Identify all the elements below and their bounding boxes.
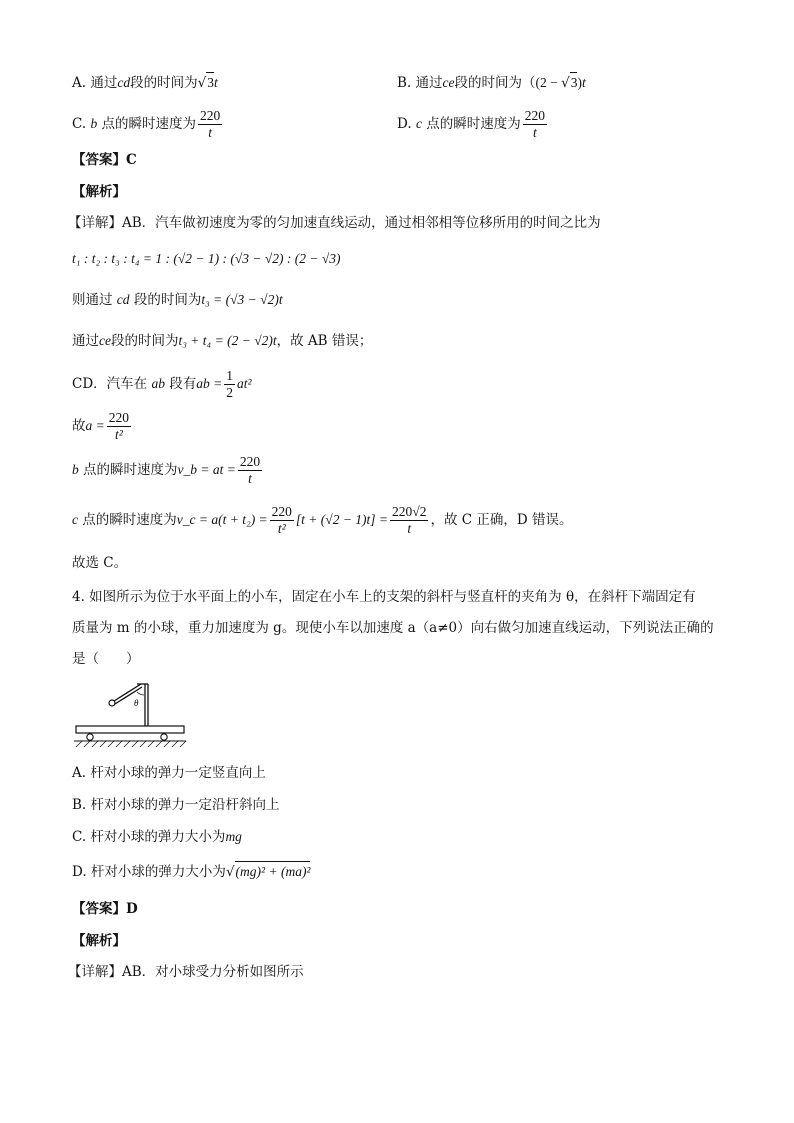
q3-option-a: A. 通过cd段的时间为√3t bbox=[72, 72, 218, 93]
a-pre: 故 bbox=[72, 418, 86, 434]
option-b-text-post: 段的时间为（ bbox=[454, 75, 536, 91]
fraction-vb: $\frac{220}{t}$ bbox=[239, 453, 261, 486]
option-c-text: 点的瞬时速度为 bbox=[101, 116, 196, 132]
a-expr: a = bbox=[85, 418, 105, 433]
q3-option-b: B. 通过ce段的时间为（(2 − √3)t bbox=[397, 72, 586, 93]
ce-time-mid: 段的时间为 bbox=[110, 333, 179, 349]
fraction-vc-2: $\frac{220√2}{t}$ bbox=[392, 503, 427, 536]
vb-mid: 点的瞬时速度为 bbox=[83, 462, 178, 478]
at-squared: at² bbox=[237, 376, 252, 391]
cd-head: CD．汽车在 bbox=[72, 376, 148, 392]
q4-stem-line1: 4. 如图所示为位于水平面上的小车，固定在小车上的支架的斜杆与竖直杆的夹角为 θ，在斜杆下端固定有 bbox=[72, 589, 696, 605]
segment-cd: cd bbox=[117, 75, 131, 90]
q3-choose: 故选 C。 bbox=[72, 555, 128, 571]
ratio-formula: t₁ : t₂ : t₃ : t₄ = 1 : (√2 − 1) : (√3 − √2) : (2 − √3) bbox=[72, 251, 341, 266]
ab-expr: ab = bbox=[196, 376, 223, 391]
q3-option-c bbox=[72, 104, 224, 144]
cart-body bbox=[76, 726, 184, 733]
point-b: b bbox=[90, 116, 98, 131]
vc-expr2: [t + (√2 − 1)t] = bbox=[295, 512, 389, 527]
ball bbox=[109, 700, 115, 706]
q3-ce-time bbox=[72, 331, 372, 351]
q4-option-b: B. 杆对小球的弹力一定沿杆斜向上 bbox=[72, 797, 280, 813]
wheel-left bbox=[87, 734, 93, 740]
cd-time-pre: 则通过 bbox=[72, 292, 113, 308]
vb-expr: v_b = at = bbox=[177, 462, 236, 477]
segment-ce: ce bbox=[442, 75, 455, 90]
angle-arc bbox=[137, 692, 144, 695]
option-d-text: 点的瞬时速度为 bbox=[426, 116, 521, 132]
point-c: c bbox=[415, 116, 422, 131]
ab-seg: ab bbox=[151, 376, 165, 391]
q4-detail: 【详解】AB．对小球受力分析如图所示 bbox=[68, 964, 304, 980]
option-a-text: A. 通过 bbox=[72, 75, 118, 91]
option-c-text: C. 杆对小球的弹力大小为 bbox=[72, 829, 226, 845]
q4-option-c bbox=[72, 827, 242, 847]
cart-diagram bbox=[72, 678, 190, 748]
fraction-220-over-t: $\frac{220}{t}$ bbox=[199, 107, 221, 140]
cd-mid: 段有 bbox=[169, 376, 197, 392]
q4-option-d: D. 杆对小球的弹力大小为√(mg)² + (ma)² bbox=[72, 861, 310, 882]
fraction-vc-1: $\frac{220}{\text{t²}}$ bbox=[271, 503, 292, 536]
q3-cd-equation bbox=[72, 364, 252, 404]
cd-time-expr: t₃ = (√3 − √2)t bbox=[201, 292, 283, 307]
q3-detail-heading: 【详解】AB．汽车做初速度为零的匀加速直线运动，通过相邻相等位移所用的时间之比为 bbox=[68, 215, 601, 231]
fraction-one-half: $\frac{1}{2}$ bbox=[226, 367, 233, 400]
q3-vc bbox=[72, 498, 573, 542]
option-d-value: (mg)² + (ma)² bbox=[235, 861, 311, 882]
ce-time-pre: 通过 bbox=[72, 333, 99, 349]
q3-cd-time bbox=[72, 290, 283, 310]
option-c-label: C. bbox=[72, 116, 87, 132]
vb-point: b bbox=[72, 462, 79, 477]
q3-vb bbox=[72, 450, 264, 490]
ground-hatch bbox=[76, 741, 186, 747]
ce-time-expr: t₃ + t₄ = (2 − √2)t bbox=[178, 333, 277, 348]
q3-option-d bbox=[397, 104, 549, 144]
cd-time-mid: 段的时间为 bbox=[133, 292, 202, 308]
option-a-text-post: 段的时间为 bbox=[130, 75, 198, 91]
vc-mid: 点的瞬时速度为 bbox=[82, 512, 177, 528]
q4-analysis-heading: 【解析】 bbox=[72, 933, 126, 949]
ce-time-post: ，故 AB 错误； bbox=[276, 333, 373, 349]
fraction-220-over-t-d: $\frac{220}{t}$ bbox=[524, 107, 545, 140]
theta-label: θ bbox=[134, 698, 139, 708]
ce-seg: ce bbox=[99, 333, 111, 348]
vc-post: ，故 C 正确，D 错误。 bbox=[430, 512, 573, 528]
q4-stem-line2: 质量为 m 的小球，重力加速度为 g。现使小车以加速度 a（a≠0）向右做匀加速直线运动，下列说法正确的 bbox=[72, 620, 714, 636]
option-d-label: D. bbox=[397, 116, 412, 132]
q3-acceleration bbox=[72, 406, 133, 446]
option-c-value: mg bbox=[225, 829, 242, 844]
q4-option-a: A. 杆对小球的弹力一定竖直向上 bbox=[72, 765, 266, 781]
q3-answer: 【答案】C bbox=[72, 152, 137, 168]
wheel-right bbox=[161, 734, 167, 740]
option-b-text: B. 通过 bbox=[397, 75, 443, 91]
vc-expr1: v_c = a(t + t₂) = bbox=[176, 512, 268, 527]
q3-analysis-heading: 【解析】 bbox=[72, 184, 126, 200]
option-d-text: D. 杆对小球的弹力大小为 bbox=[72, 864, 226, 880]
fraction-220-over-t2: $\frac{220}{\text{t²}}$ bbox=[108, 409, 129, 442]
q3-time-ratio bbox=[72, 249, 341, 269]
q4-stem-line3: 是（ ） bbox=[72, 651, 140, 667]
vc-point: c bbox=[72, 512, 78, 527]
q4-answer: 【答案】D bbox=[72, 901, 138, 917]
cd-seg: cd bbox=[116, 292, 130, 307]
